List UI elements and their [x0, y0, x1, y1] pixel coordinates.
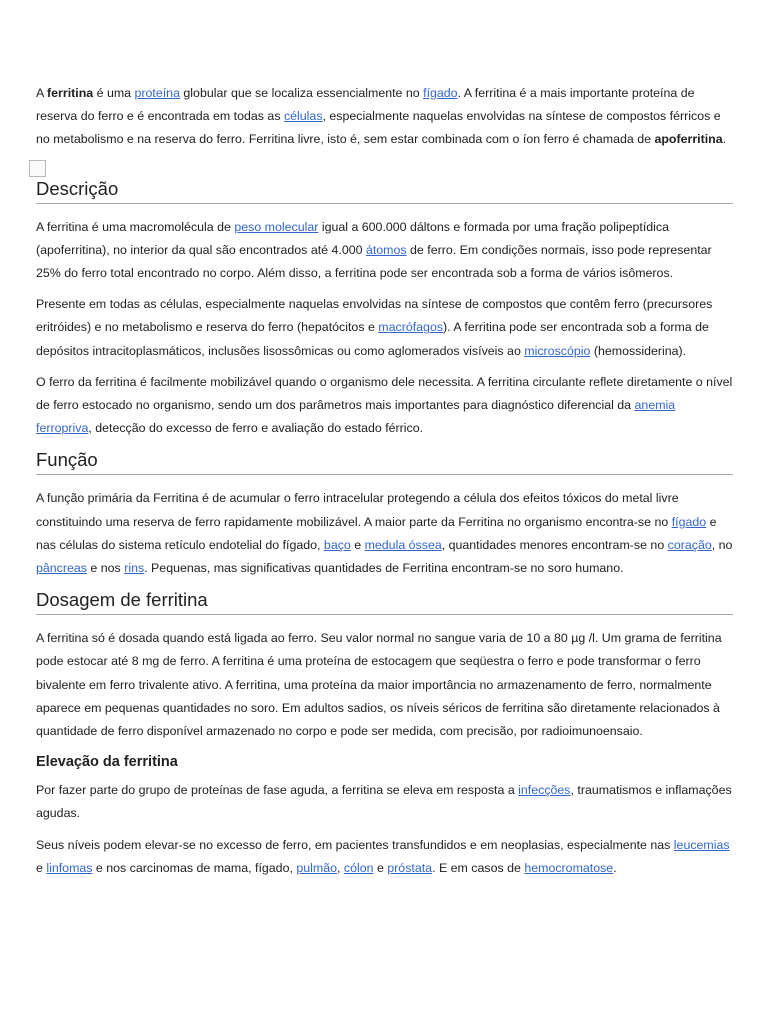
article-content [36, 82, 733, 888]
link-peso-molecular[interactable]: peso molecular [234, 219, 319, 234]
link-macrofagos[interactable]: macrófagos [378, 320, 444, 335]
image-placeholder-icon [29, 160, 46, 177]
link-figado[interactable]: fígado [423, 86, 458, 100]
descricao-paragraph-3: O ferro da ferritina é facilmente mobilizável quando o organismo dele necessita. A ferritina circulante reflete diretamente o nível de ferro estocado no organismo, sendo um dos parâmetros mais importantes para diagnóstico diferencial da anemia ferropriva, detecção do excesso de ferro e avaliação do estado férrico. [36, 374, 733, 436]
link-colon[interactable]: cólon [343, 860, 374, 875]
link-figado-2[interactable]: fígado [671, 514, 707, 529]
link-prostata[interactable]: próstata [387, 860, 433, 875]
link-infeccoes[interactable]: infecções [518, 783, 571, 798]
term-ferritina: ferritina [47, 86, 94, 100]
elevacao-paragraph-1: Por fazer parte do grupo de proteínas de fase aguda, a ferritina se eleva em resposta a infecções, traumatismos e inflamações agudas. [36, 783, 732, 821]
link-coracao[interactable]: coração [667, 537, 712, 552]
link-leucemias[interactable]: leucemias [673, 837, 730, 852]
link-baco[interactable]: baço [323, 537, 351, 552]
link-linfomas[interactable]: linfomas [46, 860, 93, 875]
link-pancreas[interactable]: pâncreas [36, 561, 87, 576]
link-celulas[interactable]: células [283, 109, 323, 124]
link-atomos[interactable]: átomos [365, 242, 407, 257]
term-apoferritina: apoferritina [654, 132, 723, 147]
intro-paragraph: A ferritina é uma proteína globular que se localiza essencialmente no fígado. A ferritina é a mais importante proteína de reserva do ferro e é encontrada em todas as células, especialmente naquelas envolvidas na síntese de compostos férricos e no metabolismo e na reserva do ferro. Ferritina livre, isto é, sem estar combinada com o íon ferro é chamada de apoferritina. [36, 86, 727, 147]
heading-descricao: Descrição [36, 177, 733, 204]
link-medula-ossea[interactable]: medula óssea [364, 537, 442, 552]
link-rins[interactable]: rins [124, 561, 145, 576]
heading-elevacao: Elevação da ferritina [36, 754, 178, 771]
funcao-paragraph-1: A função primária da Ferritina é de acumular o ferro intracelular protegendo a célula dos efeitos tóxicos do metal livre constituindo uma reserva de ferro rapidamente mobilizável. A maior parte da Ferritina no organismo encontra-se no fígado e nas células do sistema retículo endotelial do fígado, baço e medula óssea, quantidades menores encontram-se no coração, no pâncreas e nos rins. Pequenas, mas significativas quantidades de Ferritina encontram-se no soro humano. [36, 491, 733, 576]
link-proteina[interactable]: proteína [134, 86, 180, 100]
elevacao-paragraph-2: Seus níveis podem elevar-se no excesso de ferro, em pacientes transfundidos e em neoplasias, especialmente nas leucemias e linfomas e nos carcinomas de mama, fígado, pulmão, cólon e próstata. E em casos de hemocromatose. [36, 837, 730, 875]
descricao-paragraph-2: Presente em todas as células, especialmente naquelas envolvidas na síntese de compostos que contêm ferro (precursores eritróides) e no metabolismo e reserva do ferro (hepatócitos e macrófagos). A ferritina pode ser encontrada sob a forma de depósitos intracitoplasmáticos, inclusões lisossômicas ou como aglomerados visíveis ao microscópio (hemossiderina). [36, 297, 713, 358]
link-microscopio[interactable]: microscópio [524, 343, 591, 358]
dosagem-paragraph-1: A ferritina só é dosada quando está ligada ao ferro. Seu valor normal no sangue varia de 10 a 80 µg /l. Um grama de ferritina pode estocar até 8 mg de ferro. A ferritina é uma proteína de estocagem que seqüestra o ferro e pode transformar o ferro bivalente em ferro trivalente ativo. A ferritina, uma proteína da maior importância no armazenamento de ferro, normalmente aparece em pequenas quantidades no soro. Em adultos sadios, os níveis séricos de ferritina são diretamente relacionados à quantidade de ferro disponível armazenado no corpo e pode ser medida, com precisão, por radioimunoensaio. [36, 631, 722, 739]
link-pulmao[interactable]: pulmão [296, 860, 337, 875]
link-anemia-ferropriva[interactable]: anemia ferropriva [36, 398, 676, 436]
descricao-paragraph-1: A ferritina é uma macromolécula de peso molecular igual a 600.000 dáltons e formada por uma fração polipeptídica (apoferritina), no interior da qual são encontrados até 4.000 átomos de ferro. Em condições normais, isso pode representar 25% do ferro total encontrado no corpo. Além disso, a ferritina pode ser encontrada sob a forma de vários isômeros. [36, 219, 712, 281]
heading-dosagem: Dosagem de ferritina [36, 588, 733, 615]
link-hemocromatose[interactable]: hemocromatose [524, 860, 614, 875]
heading-funcao: Função [36, 448, 733, 475]
